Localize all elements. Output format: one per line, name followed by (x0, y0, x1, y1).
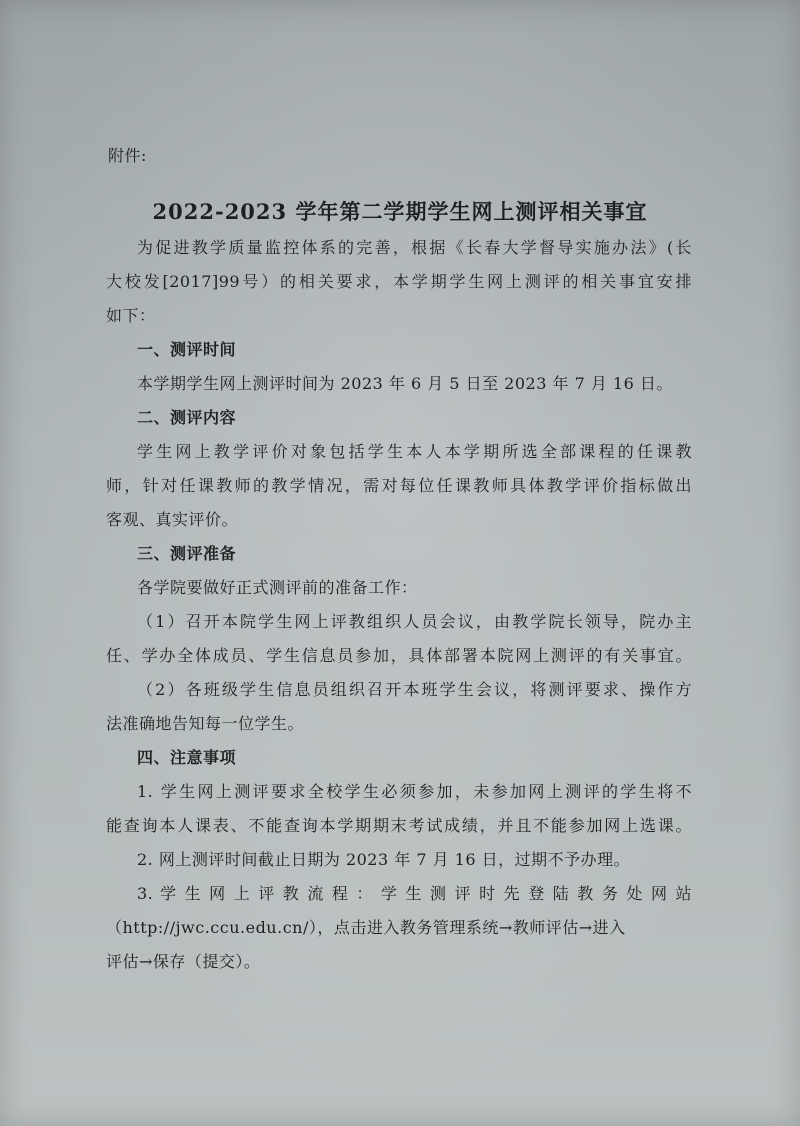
section-prep-line-2: （1）召开本院学生网上评教组织人员会议，由教学院长领导，院办主 (137, 612, 692, 631)
attachment-label: 附件: (108, 146, 147, 165)
section-heading-time: 一、测评时间 (137, 340, 237, 359)
section-prep-line-1: 各学院要做好正式测评前的准备工作： (137, 578, 418, 597)
section-notes-line-5: （http://jwc.ccu.edu.cn/），点击进入教务管理系统→教师评估→进入 (106, 918, 626, 937)
section-notes-line-4: 3. 学 生 网 上 评 教 流 程 ： 学 生 测 评 时 先 登 陆 教 务 处 网 站 (137, 884, 692, 903)
section-heading-prep: 三、测评准备 (137, 544, 237, 563)
section-content-line-1: 学生网上教学评价对象包括学生本人本学期所选全部课程的任课教 (137, 442, 692, 461)
section-prep-line-4: （2）各班级学生信息员组织召开本班学生会议，将测评要求、操作方 (137, 680, 692, 699)
section-notes-line-2: 能查询本人课表、不能查询本学期期末考试成绩，并且不能参加网上选课。 (106, 816, 692, 835)
section-heading-content: 二、测评内容 (137, 408, 237, 427)
section-notes-line-3: 2. 网上测评时间截止日期为 2023 年 7 月 16 日，过期不予办理。 (137, 850, 631, 869)
section-notes-line-6: 评估→保存（提交）。 (106, 952, 261, 971)
intro-line-1: 为促进教学质量监控体系的完善，根据《长春大学督导实施办法》(长 (137, 238, 692, 257)
document-title: 2022-2023 学年第二学期学生网上测评相关事宜 (152, 199, 648, 224)
section-heading-notes: 四、注意事项 (137, 748, 237, 767)
section-content-line-3: 客观、真实评价。 (106, 510, 239, 529)
intro-line-3: 如下： (106, 306, 156, 325)
section-time-line-1: 本学期学生网上测评时间为 2023 年 6 月 5 日至 2023 年 7 月 16 日。 (137, 374, 673, 393)
section-prep-line-5: 法准确地告知每一位学生。 (106, 714, 305, 733)
section-notes-line-1: 1. 学生网上测评要求全校学生必须参加，未参加网上测评的学生将不 (137, 782, 692, 801)
intro-line-2: 大校发[2017]99号）的相关要求，本学期学生网上测评的相关事宜安排 (106, 272, 692, 291)
section-content-line-2: 师，针对任课教师的教学情况，需对每位任课教师具体教学评价指标做出 (106, 476, 692, 495)
section-prep-line-3: 任、学办全体成员、学生信息员参加，具体部署本院网上测评的有关事宜。 (106, 646, 692, 665)
